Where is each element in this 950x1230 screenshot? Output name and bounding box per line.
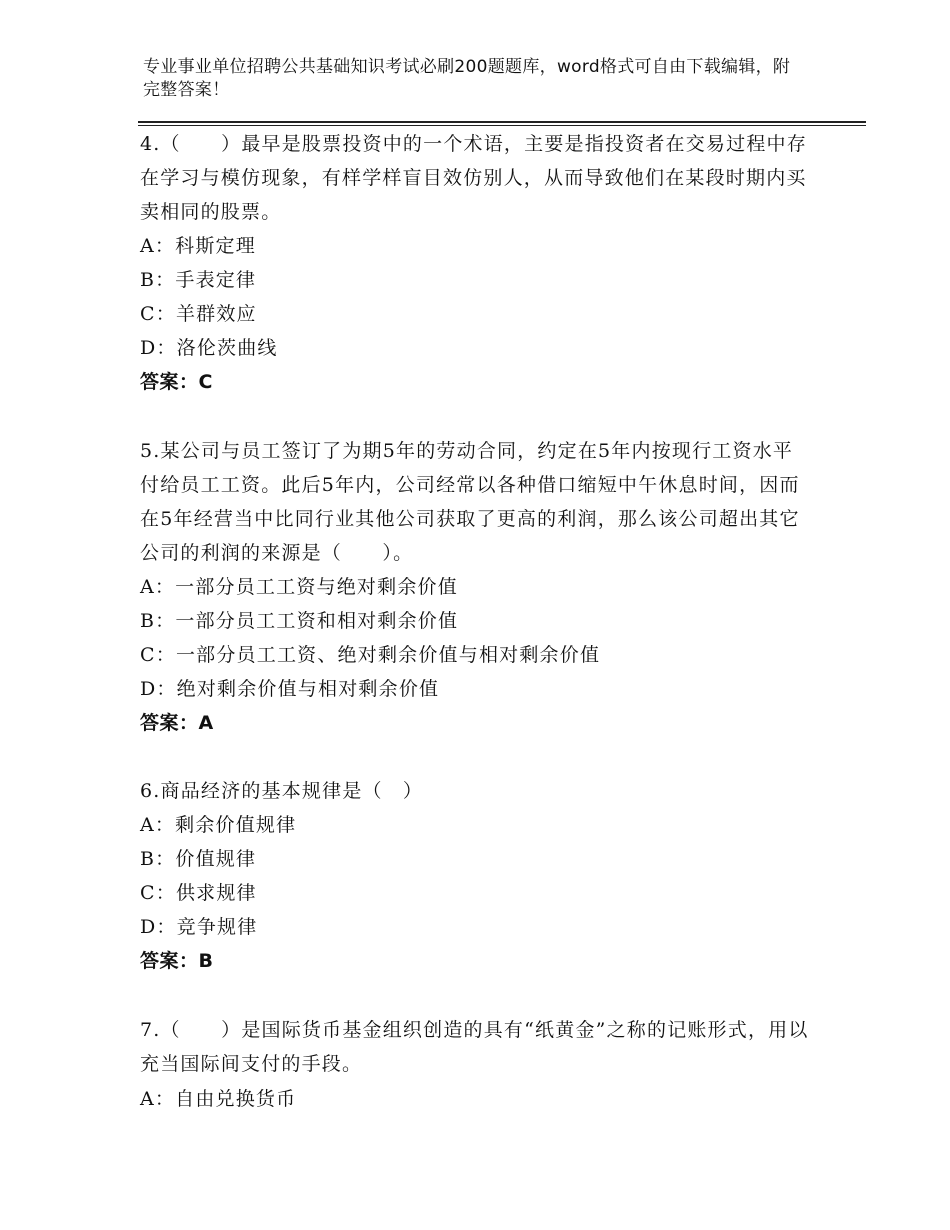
question-6-option-d: D：竞争规律 <box>140 916 258 938</box>
question-6-option-a: A：剩余价值规律 <box>140 814 297 836</box>
document-header: 专业事业单位招聘公共基础知识考试必刷200题题库，word格式可自由下载编辑，附完整答案！ <box>143 57 791 100</box>
question-6-option-b: B：价值规律 <box>140 848 257 870</box>
question-4-stem: 4.（ ）最早是股票投资中的一个术语，主要是指投资者在交易过程中存在学习与模仿现象，有样学样盲目效仿别人，从而导致他们在某段时期内买卖相同的股票。 <box>140 133 807 223</box>
question-5-option-b: B：一部分员工工资和相对剩余价值 <box>140 610 459 632</box>
question-4-answer: 答案：C <box>140 371 213 393</box>
question-6-stem: 6.商品经济的基本规律是（ ） <box>140 780 424 802</box>
question-6-option-c: C：供求规律 <box>140 882 257 904</box>
question-7-stem: 7.（ ）是国际货币基金组织创造的具有“纸黄金”之称的记账形式，用以充当国际间支付的手段。 <box>140 1019 809 1075</box>
question-5-option-d: D：绝对剩余价值与相对剩余价值 <box>140 678 440 700</box>
question-5-answer: 答案：A <box>140 712 214 734</box>
question-4-option-c: C：羊群效应 <box>140 303 257 325</box>
header-divider-thin <box>138 125 866 126</box>
header-divider-thick <box>138 121 866 123</box>
question-4-option-a: A：科斯定理 <box>140 235 256 257</box>
question-7-option-a: A：自由兑换货币 <box>140 1088 297 1110</box>
question-4-option-d: D：洛伦茨曲线 <box>140 337 278 359</box>
question-5-option-a: A：一部分员工工资与绝对剩余价值 <box>140 576 458 598</box>
question-5-option-c: C：一部分员工工资、绝对剩余价值与相对剩余价值 <box>140 644 601 666</box>
question-5-stem: 5.某公司与员工签订了为期5年的劳动合同，约定在5年内按现行工资水平付给员工工资。此后5年内，公司经常以各种借口缩短中午休息时间，因而在5年经营当中比同行业其他公司获取了更高的利润，那么该公司超出其它公司的利润的来源是（ ）。 <box>140 440 800 564</box>
question-6-answer: 答案：B <box>140 950 214 972</box>
question-4-option-b: B：手表定律 <box>140 269 257 291</box>
